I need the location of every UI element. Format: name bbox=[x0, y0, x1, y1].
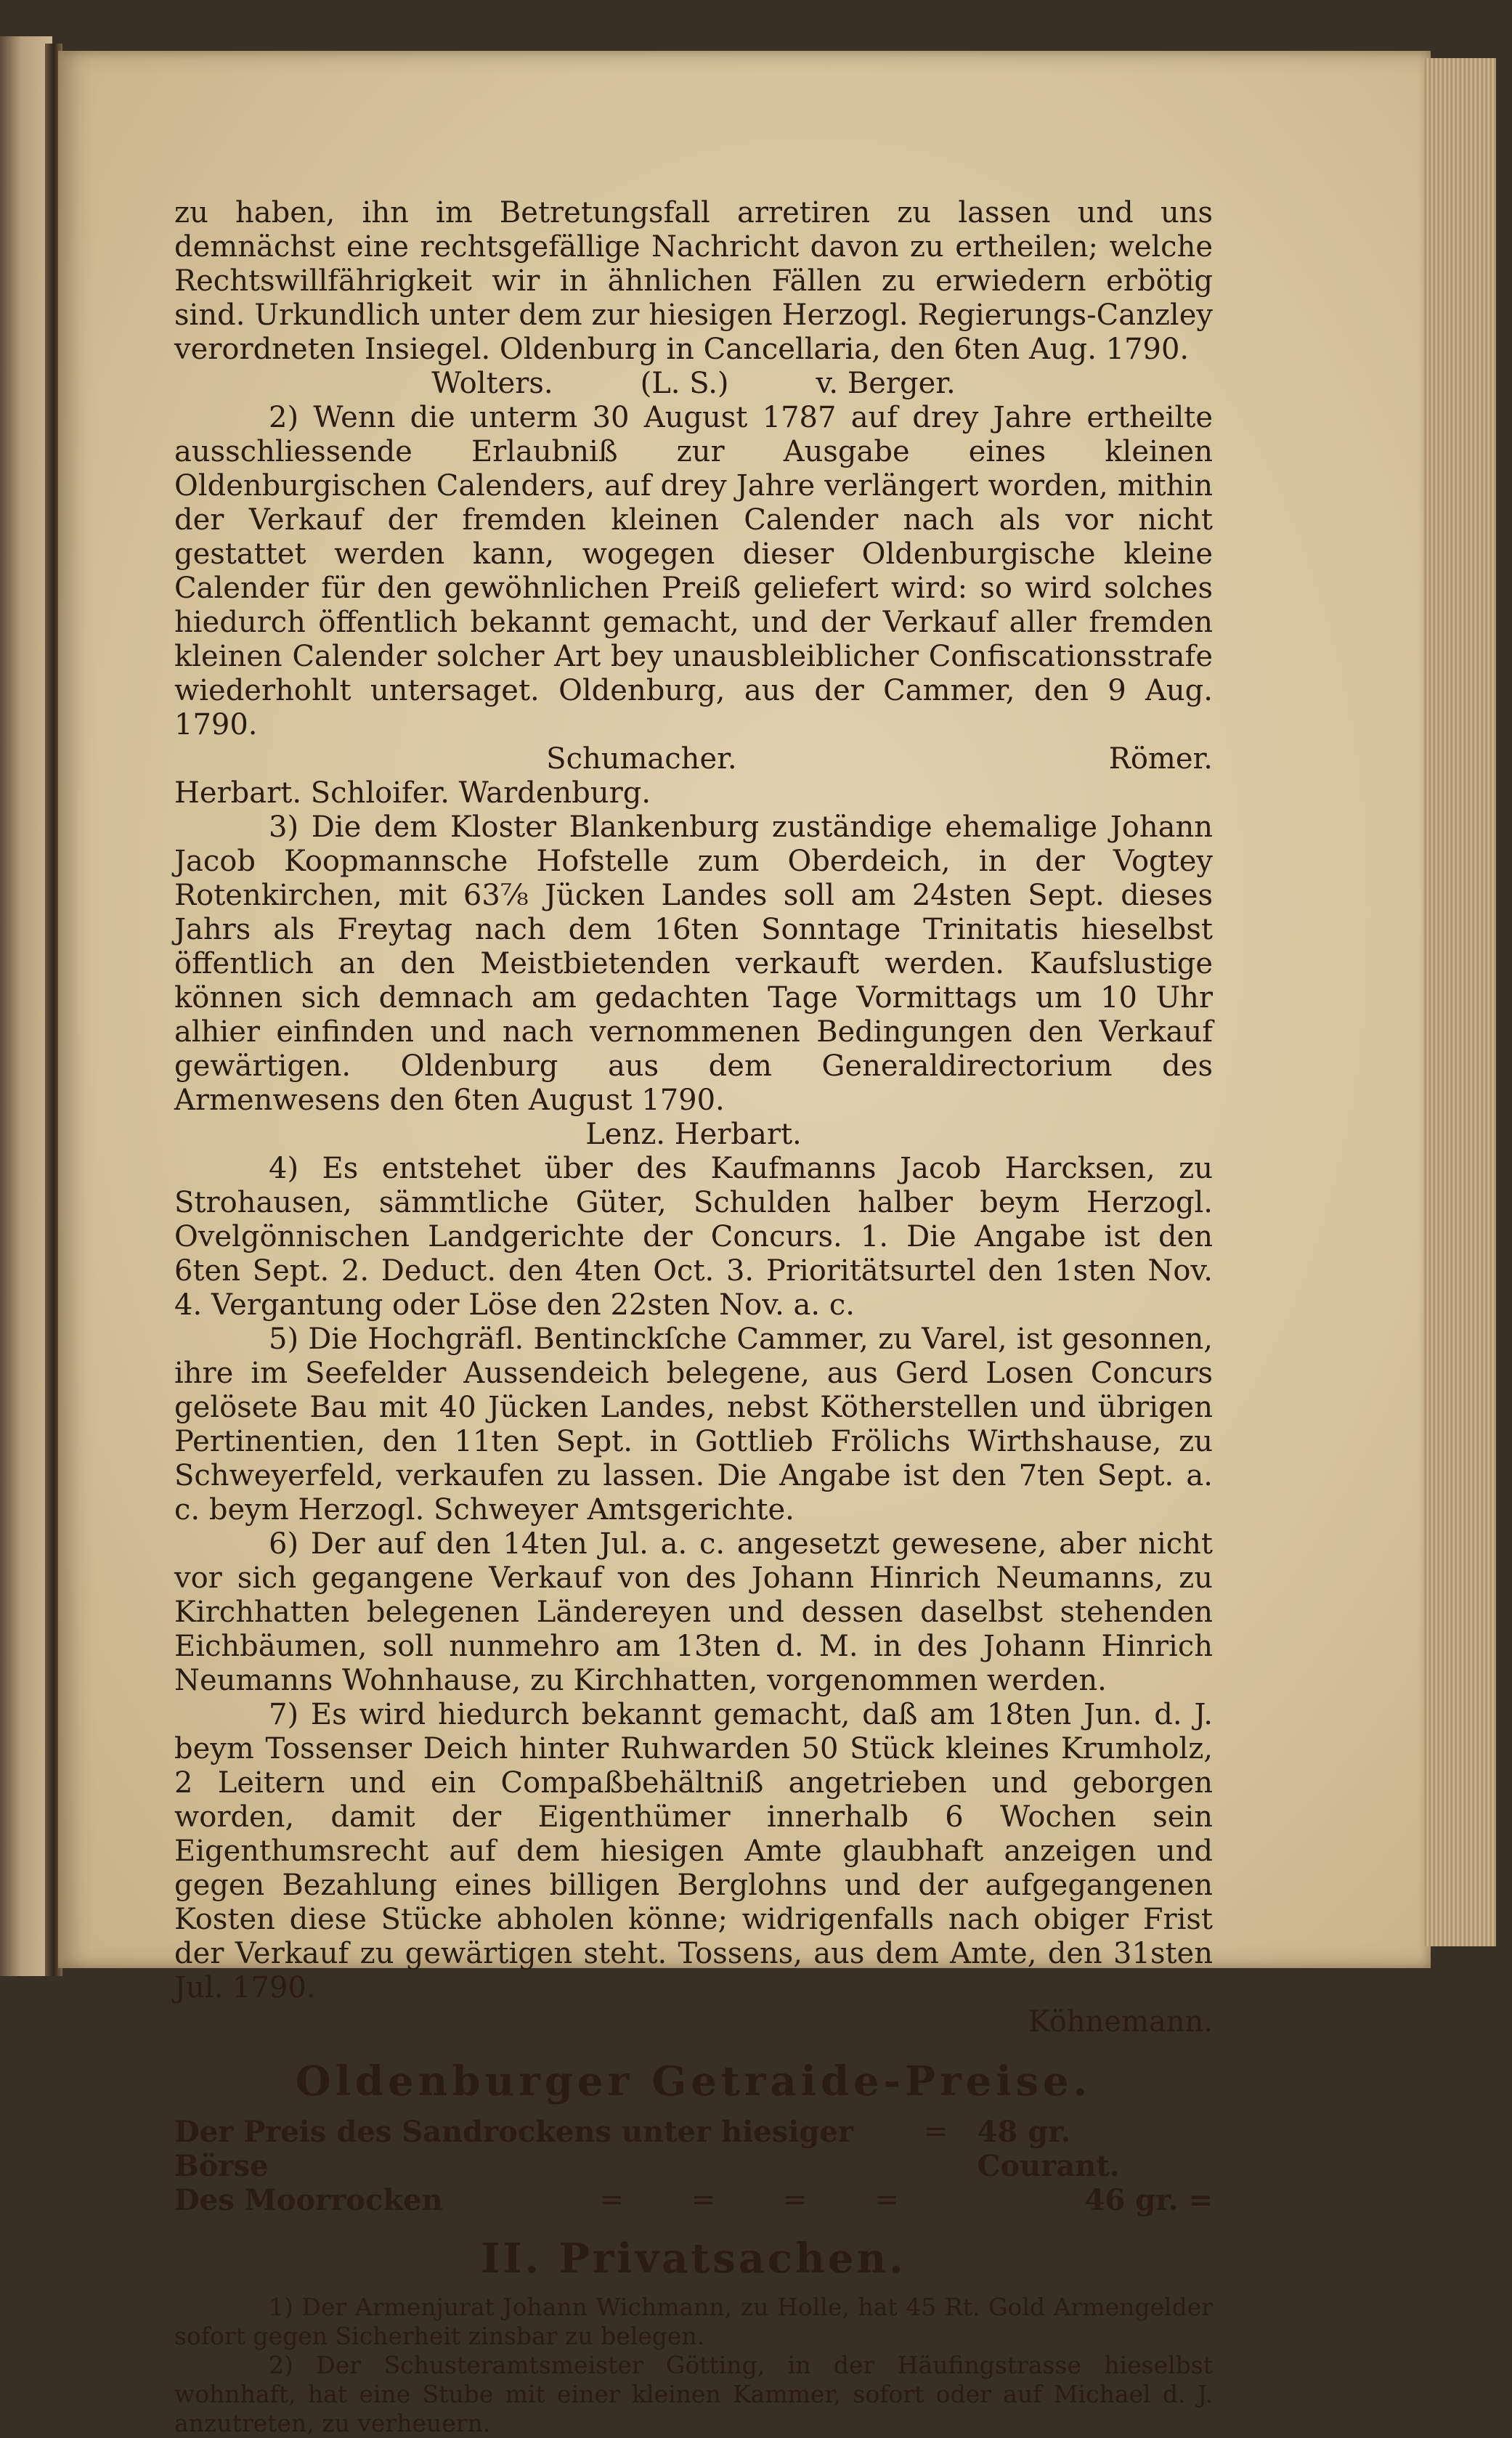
paragraph-7: 7) Es wird hiedurch bekannt gemacht, daß am 18ten Jun. d. J. beym Tossenser Deich hinter Ruhwarden 50 Stück kleines Krumholz, 2 Leitern und ein Compaßbehältniß angetrieben und geborgen worden, damit der Eigenthümer innerhalb 6 Wochen sein Eigenthumsrecht auf dem hiesigen Amte glaubhaft anzeigen und gegen Bezahlung eines billigen Berglohns und der aufgegangenen Kosten diese Stücke abholen könne; widrigenfalls nach obiger Frist der Verkauf zu gewärtigen steht. Tossens, aus dem Amte, den 31sten Jul. 1790. bbox=[174, 1698, 1213, 2004]
price-dots: = bbox=[924, 2115, 977, 2148]
signature-line-2 bbox=[174, 742, 1213, 776]
price-dots: = = = = bbox=[599, 2183, 928, 2216]
paragraph-6: 6) Der auf den 14ten Jul. a. c. angesetzt gewesene, aber nicht vor sich gegangene Verkauf von des Johann Hinrich Neumanns, zu Kirchhatten belegenen Ländereyen und dessen daselbst stehenden Eichbäumen, soll nunmehro am 13ten d. M. in des Johann Hinrich Neumanns Wohnhause, zu Kirchhatten, vorgenommen werden. bbox=[174, 1527, 1213, 1697]
paragraph-4: 4) Es entstehet über des Kaufmanns Jacob Harcksen, zu Strohausen, sämmtliche Güter, Schulden halber beym Herzogl. Ovelgönnischen Landgerichte der Concurs. 1. Die Angabe ist den 6ten Sept. 2. Deduct. den 4ten Oct. 3. Prioritätsurtel den 1sten Nov. 4. Vergantung oder Löse den 22sten Nov. a. c. bbox=[174, 1152, 1213, 1322]
signature-berger: v. Berger. bbox=[816, 367, 956, 400]
price-value: 48 gr. Courant. bbox=[977, 2115, 1120, 2183]
page-text bbox=[174, 196, 1213, 2438]
paragraph-5: 5) Die Hochgräfl. Bentinckſche Cammer, zu Varel, ist gesonnen, ihre im Seefelder Aussendeich belegene, aus Gerd Losen Concurs gelösete Bau mit 40 Jücken Landes, nebst Kötherstellen und übrigen Pertinentien, den 11ten Sept. in Gottlieb Frölichs Wirthshause, zu Schweyerfeld, verkaufen zu lassen. Die Angabe ist den 7ten Sept. a. c. beym Herzogl. Schweyer Amtsgerichte. bbox=[174, 1322, 1213, 1527]
price-row-sandrocken bbox=[174, 2115, 1213, 2183]
private-paragraph-2: 2) Der Schusteramtsmeister Götting, in der Häufingstrasse hieselbst wohnhaft, hat eine Stube mit einer kleinen Kammer, sofort oder auf Michael d. J. anzutreten, zu verheuern. bbox=[174, 2351, 1213, 2437]
paragraph-3: 3) Die dem Kloster Blankenburg zuständige ehemalige Johann Jacob Koopmannsche Hofstelle zum Oberdeich, in der Vogtey Rotenkirchen, mit 63⅞ Jücken Landes soll am 24sten Sept. dieses Jahrs als Freytag nach dem 16ten Sonntage Trinitatis hieselbst öffentlich an den Meistbietenden verkauft werden. Kaufslustige können sich demnach am gedachten Tage Vormittags um 10 Uhr alhier einfinden und nach vernommenen Bedingungen den Verkauf gewärtigen. Oldenburg aus dem Generaldirectorium des Armenwesens den 6ten August 1790. bbox=[174, 810, 1213, 1117]
private-paragraph-1: 1) Der Armenjurat Johann Wichmann, zu Holle, hat 45 Rt. Gold Armengelder sofort gegen Sicherheit zinsbar zu belegen. bbox=[174, 2293, 1213, 2350]
signature-roemer: Römer. bbox=[1108, 742, 1213, 776]
signature-line-5 bbox=[174, 2005, 1213, 2039]
paragraph-1: zu haben, ihn im Betretungsfall arretiren zu lassen und uns demnächst eine rechtsgefällige Nachricht davon zu ertheilen; welche Rechtswillfährigkeit wir in ähnlichen Fällen zu erwiedern erbötig sind. Urkundlich unter dem zur hiesigen Herzogl. Regierungs-Canzley verordneten Insiegel. Oldenburg in Cancellaria, den 6ten Aug. 1790. bbox=[174, 196, 1213, 366]
price-value: 46 gr. = bbox=[1084, 2183, 1213, 2217]
price-label: Des Moorrocken bbox=[174, 2183, 443, 2217]
private-heading: II. Privatsachen. bbox=[481, 2235, 906, 2283]
price-row-moorrocken bbox=[174, 2183, 1213, 2217]
signature-lenz-herbart: Lenz. Herbart. bbox=[585, 1118, 802, 1151]
signature-koehnemann: Köhnemann. bbox=[1028, 2005, 1213, 2039]
signature-wolters: Wolters. bbox=[431, 367, 553, 400]
signature-line-4 bbox=[174, 1118, 1213, 1152]
signature-line-1 bbox=[174, 367, 1213, 401]
paragraph-2: 2) Wenn die unterm 30 August 1787 auf drey Jahre ertheilte ausschliessende Erlaubniß zur Ausgabe eines kleinen Oldenburgischen Calenders, auf drey Jahre verlängert worden, mithin der Verkauf der fremden kleinen Calender nach als vor nicht gestattet werden kann, wogegen dieser Oldenburgische kleine Calender für den gewöhnlichen Preiß geliefert wird: so wird solches hiedurch öffentlich bekannt gemacht, und der Verkauf aller fremden kleinen Calender solcher Art bey unausbleiblicher Confiscationsstrafe wiederhohlt untersaget. Oldenburg, aus der Cammer, den 9 Aug. 1790. bbox=[174, 401, 1213, 741]
signature-line-3: Herbart. Schloifer. Wardenburg. bbox=[174, 776, 651, 810]
page-stack-edge bbox=[1423, 58, 1496, 1946]
signature-schumacher: Schumacher. bbox=[546, 742, 737, 776]
price-label: Der Preis des Sandrockens unter hiesiger Börse bbox=[174, 2115, 853, 2183]
prices-heading: Oldenburger Getraide-Preise. bbox=[295, 2057, 1092, 2105]
seal-mark: (L. S.) bbox=[640, 367, 729, 400]
